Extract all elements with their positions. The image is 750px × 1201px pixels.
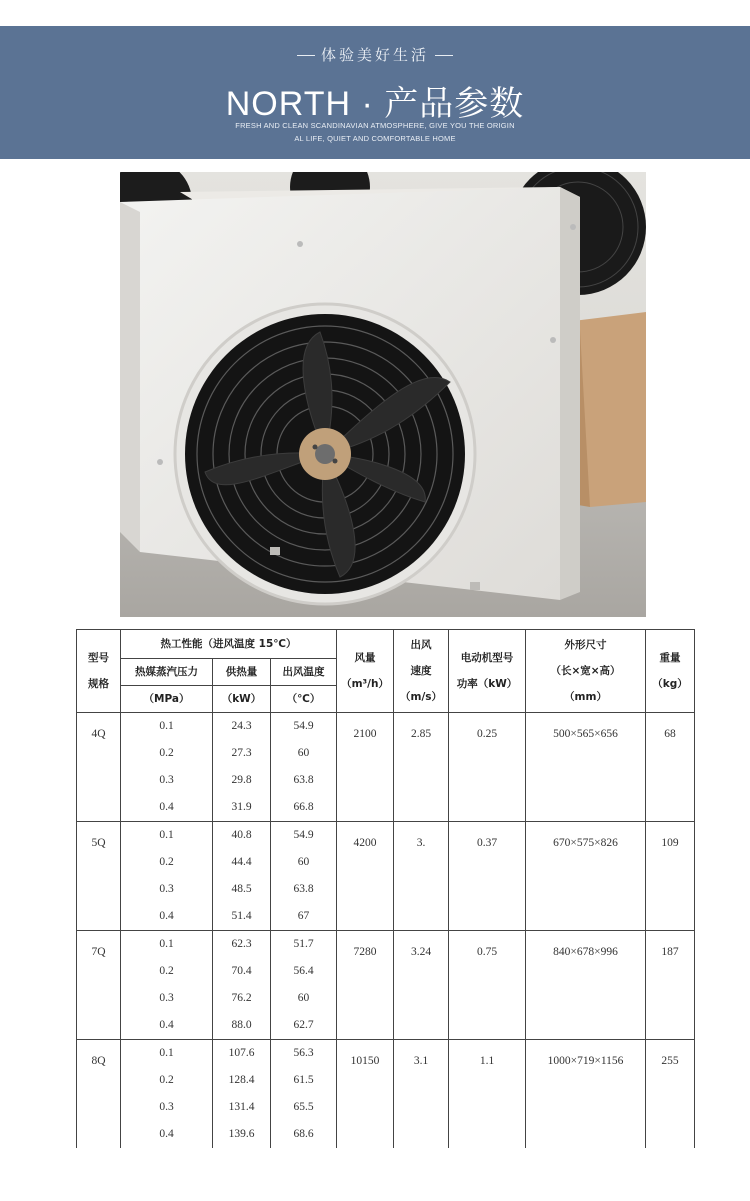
pressure-cell <box>121 1040 213 1149</box>
heat-value: 31.9 <box>231 801 252 813</box>
pressure-value: 0.3 <box>159 1101 174 1113</box>
weight-cell: 255 <box>646 1040 695 1149</box>
spec-table <box>76 629 695 1148</box>
model-cell: 8Q <box>77 1040 121 1149</box>
heat-value: 107.6 <box>228 1047 255 1059</box>
airflow-header-unit: （m³/h） <box>341 678 389 690</box>
temp-value: 65.5 <box>293 1101 314 1113</box>
airflow-header-label: 风量 <box>354 652 376 664</box>
heat-supply-unit: （kW） <box>213 686 271 713</box>
weight-cell: 187 <box>646 931 695 1040</box>
tagline-dash-left <box>297 55 315 56</box>
weight-header-label: 重量 <box>659 652 681 664</box>
heat-value: 51.4 <box>231 910 252 922</box>
weight-header-unit: （kg） <box>652 678 688 690</box>
dims-header-unit: （mm） <box>564 691 607 703</box>
outlet-speed-header <box>394 630 449 713</box>
pressure-value: 0.3 <box>159 774 174 786</box>
heat-value: 76.2 <box>231 992 252 1004</box>
tagline-text: 体验美好生活 <box>320 46 429 64</box>
motor-cell: 0.75 <box>449 931 526 1040</box>
motor-cell: 0.37 <box>449 822 526 931</box>
temp-value: 60 <box>297 856 310 868</box>
pressure-value: 0.1 <box>159 938 174 950</box>
page-title: NORTH · 产品参数 <box>225 85 525 123</box>
tagline-dash-right <box>435 55 453 56</box>
thermal-group-header: 热工性能（进风温度 15℃） <box>121 630 337 659</box>
temp-value: 56.4 <box>293 965 314 977</box>
temp-value: 63.8 <box>293 774 314 786</box>
speed-cell: 3.24 <box>394 931 449 1040</box>
temp-value: 60 <box>297 747 310 759</box>
banner-tagline <box>0 44 750 65</box>
heat-value: 29.8 <box>231 774 252 786</box>
model-cell: 4Q <box>77 713 121 822</box>
airflow-cell: 10150 <box>337 1040 394 1149</box>
heat-value: 62.3 <box>231 938 252 950</box>
temp-value: 68.6 <box>293 1128 314 1140</box>
model-cell: 7Q <box>77 931 121 1040</box>
heat-cell <box>213 822 271 931</box>
steam-pressure-header: 热媒蒸汽压力 <box>121 659 213 686</box>
heat-cell <box>213 713 271 822</box>
airflow-cell: 4200 <box>337 822 394 931</box>
temp-value: 54.9 <box>293 720 314 732</box>
pressure-value: 0.4 <box>159 1019 174 1031</box>
heat-value: 88.0 <box>231 1019 252 1031</box>
dims-cell: 1000×719×1156 <box>526 1040 646 1149</box>
model-header <box>77 630 121 713</box>
pressure-value: 0.1 <box>159 1047 174 1059</box>
banner-subtitle-line1: FRESH AND CLEAN SCANDINAVIAN ATMOSPHERE, GIVE YOU THE ORIGIN <box>235 121 515 130</box>
pressure-cell <box>121 931 213 1040</box>
speed-cell: 3. <box>394 822 449 931</box>
heat-value: 24.3 <box>231 720 252 732</box>
motor-header-line1: 电动机型号 <box>460 652 514 664</box>
pressure-value: 0.1 <box>159 720 174 732</box>
dims-header-line2: （长×宽×高） <box>550 665 621 677</box>
airflow-cell: 2100 <box>337 713 394 822</box>
pressure-value: 0.4 <box>159 1128 174 1140</box>
motor-header-line2: 功率（kW） <box>456 678 518 690</box>
pressure-value: 0.3 <box>159 883 174 895</box>
table-row <box>77 931 695 1040</box>
pressure-value: 0.2 <box>159 856 174 868</box>
model-header-line2: 规格 <box>88 678 109 690</box>
weight-cell: 68 <box>646 713 695 822</box>
temp-value: 54.9 <box>293 829 314 841</box>
heat-value: 70.4 <box>231 965 252 977</box>
temp-cell <box>271 1040 337 1149</box>
temp-cell <box>271 822 337 931</box>
dims-header-line1: 外形尺寸 <box>564 639 607 651</box>
heat-value: 40.8 <box>231 829 252 841</box>
pressure-value: 0.2 <box>159 747 174 759</box>
speed-cell: 2.85 <box>394 713 449 822</box>
product-photo <box>120 172 646 617</box>
pressure-cell <box>121 822 213 931</box>
dims-cell: 670×575×826 <box>526 822 646 931</box>
temp-value: 60 <box>297 992 310 1004</box>
motor-cell: 1.1 <box>449 1040 526 1149</box>
temp-cell <box>271 931 337 1040</box>
airflow-header <box>337 630 394 713</box>
pressure-value: 0.4 <box>159 910 174 922</box>
heat-cell <box>213 931 271 1040</box>
model-header-line1: 型号 <box>88 652 109 664</box>
banner-subtitle-line2: AL LIFE, QUIET AND COMFORTABLE HOME <box>294 134 456 143</box>
outlet-header-unit: （m/s） <box>400 691 443 703</box>
heat-value: 139.6 <box>228 1128 255 1140</box>
temp-value: 51.7 <box>293 938 314 950</box>
heat-value: 128.4 <box>228 1074 255 1086</box>
model-cell: 5Q <box>77 822 121 931</box>
temp-value: 62.7 <box>293 1019 314 1031</box>
temp-value: 61.5 <box>293 1074 314 1086</box>
temp-value: 63.8 <box>293 883 314 895</box>
airflow-cell: 7280 <box>337 931 394 1040</box>
motor-header <box>449 630 526 713</box>
pressure-value: 0.1 <box>159 829 174 841</box>
pressure-value: 0.3 <box>159 992 174 1004</box>
table-row <box>77 822 695 931</box>
heat-value: 27.3 <box>231 747 252 759</box>
temp-value: 67 <box>297 910 310 922</box>
motor-cell: 0.25 <box>449 713 526 822</box>
temp-cell <box>271 713 337 822</box>
pressure-cell <box>121 713 213 822</box>
pressure-value: 0.4 <box>159 801 174 813</box>
outlet-header-line2: 速度 <box>410 665 432 677</box>
outlet-header-line1: 出风 <box>410 639 432 651</box>
speed-cell: 3.1 <box>394 1040 449 1149</box>
temp-value: 56.3 <box>293 1047 314 1059</box>
dims-cell: 500×565×656 <box>526 713 646 822</box>
table-row <box>77 1040 695 1149</box>
heat-supply-header: 供热量 <box>213 659 271 686</box>
pressure-value: 0.2 <box>159 1074 174 1086</box>
heat-value: 44.4 <box>231 856 252 868</box>
heat-value: 131.4 <box>228 1101 255 1113</box>
steam-pressure-unit: （MPa） <box>121 686 213 713</box>
pressure-value: 0.2 <box>159 965 174 977</box>
heat-cell <box>213 1040 271 1149</box>
header-banner <box>0 26 750 159</box>
outlet-temp-unit: （℃） <box>271 686 337 713</box>
weight-cell: 109 <box>646 822 695 931</box>
temp-value: 66.8 <box>293 801 314 813</box>
outlet-temp-header: 出风温度 <box>271 659 337 686</box>
weight-header <box>646 630 695 713</box>
heat-value: 48.5 <box>231 883 252 895</box>
dims-cell: 840×678×996 <box>526 931 646 1040</box>
dimensions-header <box>526 630 646 713</box>
table-row <box>77 713 695 822</box>
